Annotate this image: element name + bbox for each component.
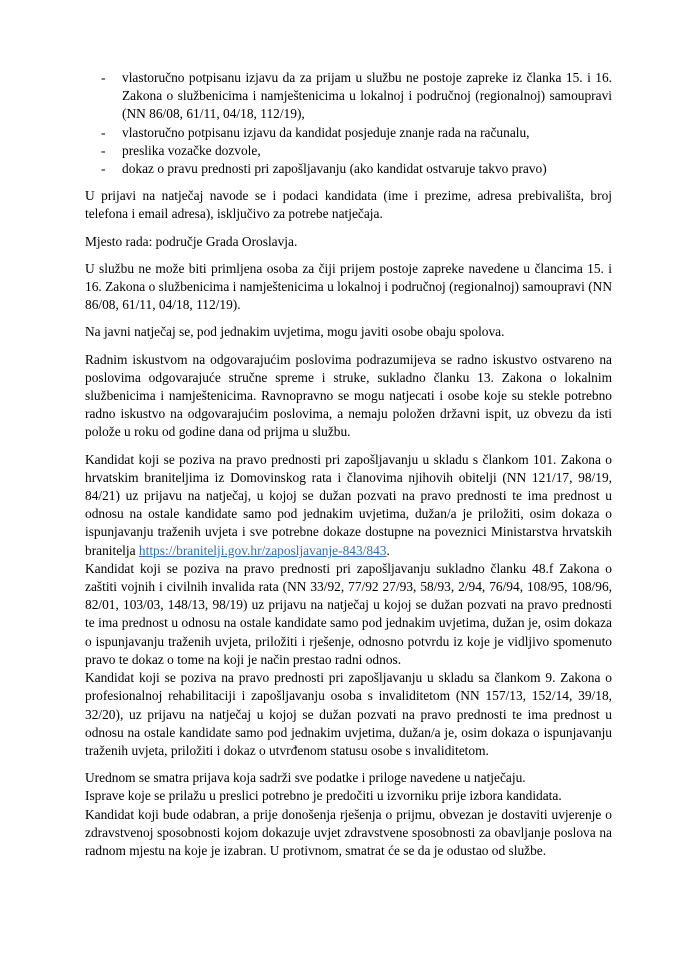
list-item (85, 69, 612, 124)
list-dash-marker: - (101, 161, 106, 177)
list-item-text: preslika vozačke dozvole, (122, 142, 261, 158)
paragraph-priority-veterans (85, 451, 612, 560)
paragraph-originals-required: Isprave koje se prilažu u preslici potrebno je predočiti u izvorniku prije izbora kandidata. (85, 788, 562, 804)
priority-veterans-text-end: . (386, 542, 390, 558)
list-dash-marker: - (101, 142, 106, 158)
paragraph-priority-war-invalids: Kandidat koji se poziva na pravo prednosti pri zapošljavanju sukladno članku 48.f Zakona o zaštiti vojnih i civilnih invalida rata (NN 33/92, 77/92 27/93, 58/93, 2/94, 76/94, 108/95, 108/96, 82/01, 103/03, 148/13, 98/19) uz prijavu na natječaj u kojoj se dužan pozvati na pravo prednosti te ima prednost u odnosu na ostale kandidate samo pod jednakim uvjetima, dužan je, osim dokaza o ispunjavanju traženih uvjeta, priložiti i rješenje, odnosno potvrdu iz koje je vidljivo spomenuto pravo te dokaz o tome na koji je način prestao radni odnos. (85, 560, 612, 667)
paragraph-health-certificate: Kandidat koji bude odabran, a prije donošenja rješenja o prijmu, obvezan je dostaviti uvjerenje o zdravstvenoj sposobnosti kojom dokazuje uvjet zdravstvene sposobnosti za obavljanje poslova na radnom mjestu na koje je izabran. U protivnom, smatrat će se da je odustao od službe. (85, 806, 612, 858)
closing-conditions-block (85, 769, 612, 860)
paragraph-workplace: Mjesto rada: područje Grada Oroslavja. (85, 233, 298, 249)
list-dash-marker: - (101, 70, 106, 85)
contact-info-block (85, 187, 612, 223)
paragraph-work-experience: Radnim iskustvom na odgovarajućim poslovima podrazumijeva se radno iskustvo ostvareno na poslovima odgovarajuće stručne spreme i struke, sukladno članku 13. Zakona o lokalnim službenicima i namještenicima. Ravnopravno se mogu natjecati i osobe koje su stekle potrebno radno iskustvo na odgovarajućim poslovima, a nemaju položen državni ispit, uz obvezu da isti polože u roku od godine dana od prijma u službu. (85, 351, 612, 440)
workplace-block (85, 233, 612, 251)
paragraph-equal-gender: Na javni natječaj se, pod jednakim uvjetima, mogu javiti osobe obaju spolova. (85, 324, 505, 340)
employment-priority-block (85, 451, 612, 760)
branitelji-gov-link[interactable]: https://branitelji.gov.hr/zaposljavanje-843/843 (138, 542, 387, 558)
equal-gender-block (85, 323, 612, 341)
list-item-text: dokaz o pravu prednosti pri zapošljavanju (ako kandidat ostvaruje takvo pravo) (122, 161, 547, 177)
work-experience-block (85, 351, 612, 442)
required-attachments-list (85, 69, 612, 178)
paragraph-contact-info: U prijavi na natječaj navode se i podaci kandidata (ime i prezime, adresa prebivališta, broj telefona i email adresa), isključivo za potrebe natječaja. (85, 188, 612, 222)
paragraph-admission-restrictions: U službu ne može biti primljena osoba za čiji prijem postoje zapreke navedene u člancima 15. i 16. Zakona o službenicima i namještenicima u lokalnoj i područnoj (regionalnoj) samoupravi (NN 86/08, 61/11, 04/18, 112/19). (85, 260, 612, 313)
list-dash-marker: - (101, 124, 106, 140)
list-item (85, 160, 612, 178)
paragraph-valid-application: Urednom se smatra prijava koja sadrži sve podatke i priloge navedene u natječaju. (85, 770, 526, 786)
admission-restrictions-block (85, 260, 612, 315)
priority-veterans-text: Kandidat koji se poziva na pravo prednosti pri zapošljavanju u skladu s člankom 101. Zakona o hrvatskim braniteljima iz Domovinskog rata i članovima njihovih obitelji (NN 121/17, 98/19, 84/21) uz prijavu na natječaj, u kojoj se dužan pozvati na pravo prednosti te ima prednost u odnosu na ostale kandidate samo pod jednakim uvjetima, dužan/a je priložiti, osim dokaza o ispunjavanju traženih uvjeta i sve potrebne dokaze dostupne na poveznici Ministarstva hrvatskih branitelja (85, 451, 612, 558)
paragraph-priority-disability: Kandidat koji se poziva na pravo prednosti pri zapošljavanju u skladu sa člankom 9. Zakona o profesionalnoj rehabilitaciji i zapošljavanju osoba s invaliditetom (NN 157/13, 152/14, 39/18, 32/20), uz prijavu na natječaj u kojoj se dužan pozvati na pravo prednosti te ima prednost u odnosu na ostale kandidate samo pod jednakim uvjetima, dužan/a je, osim dokaza o ispunjavanju traženih uvjeta, priložiti i dokaz o utvrđenom statusu osobe s invaliditetom. (85, 670, 612, 758)
list-item (85, 142, 612, 160)
list-item-text: vlastoručno potpisanu izjavu da za prijam u službu ne postoje zapreke iz članka 15. i 16. Zakona o službenicima i namještenicima u lokalnoj i područnoj (regionalnoj) samoupravi (NN 86/08, 61/11, 04/18, 112/19), (122, 70, 612, 122)
list-item (85, 124, 612, 142)
list-item-text: vlastoručno potpisanu izjavu da kandidat posjeduje znanje rada na računalu, (122, 124, 530, 140)
